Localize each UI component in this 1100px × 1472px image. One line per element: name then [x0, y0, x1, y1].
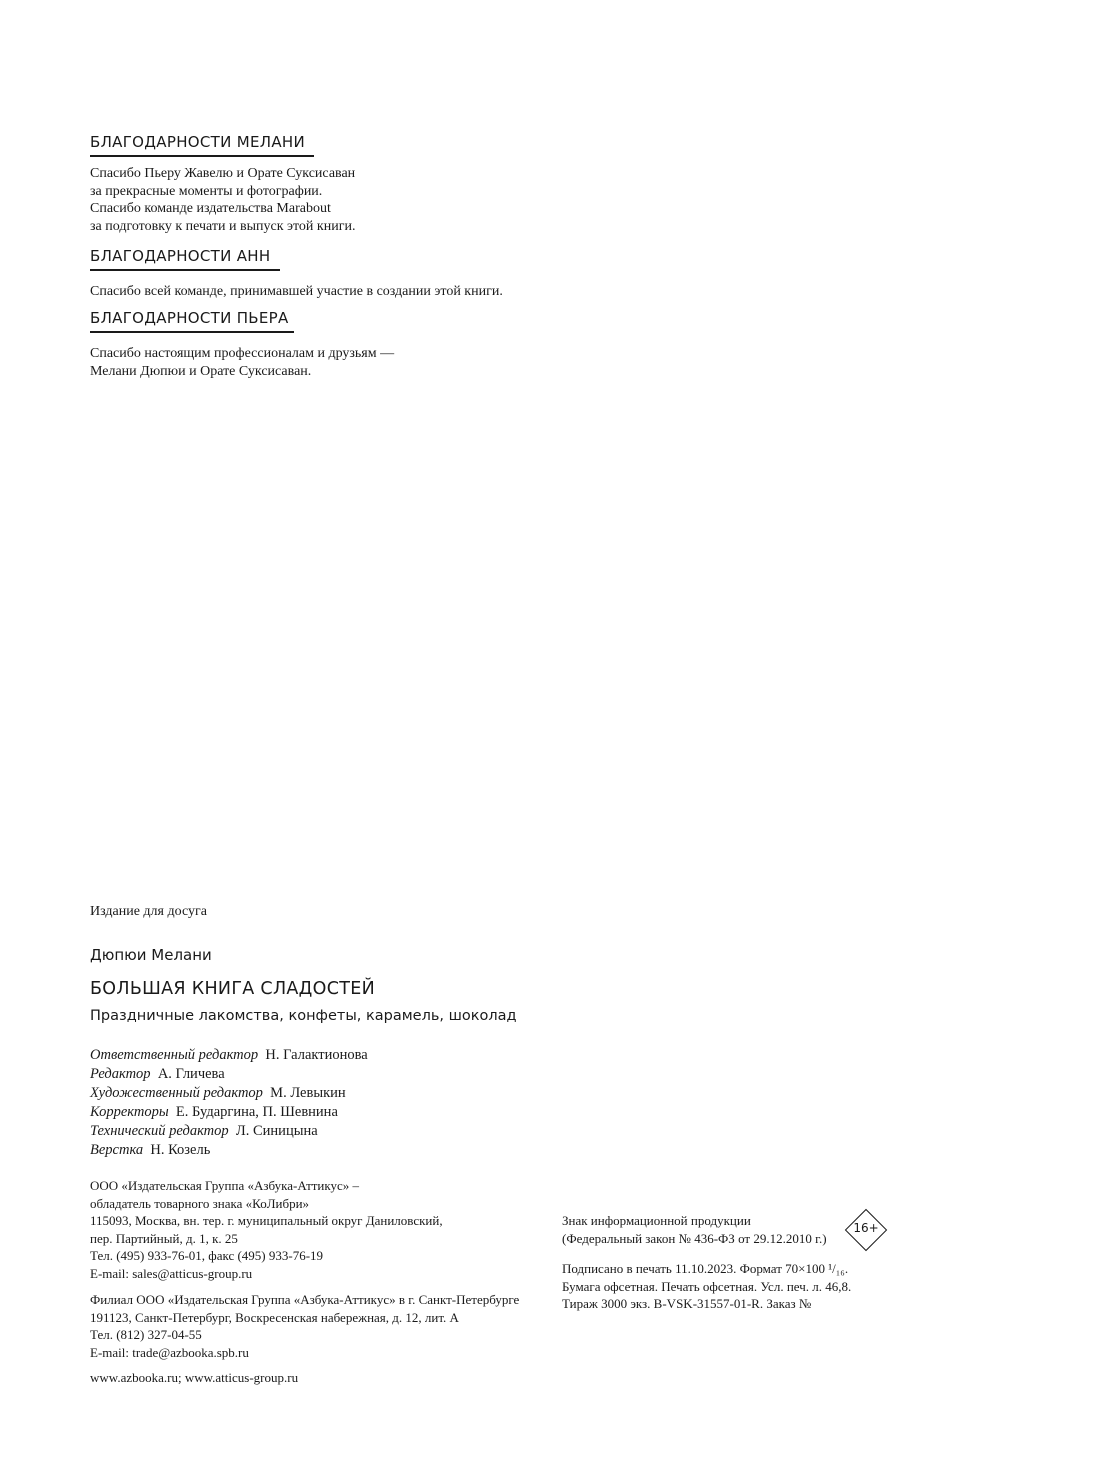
address-line: E-mail: trade@azbooka.spb.ru: [90, 1344, 249, 1360]
credit-name: Н. Галактионова: [265, 1047, 368, 1063]
credit-role: Художественный редактор: [90, 1085, 263, 1101]
address-line: Филиал ООО «Издательская Группа «Азбука-Аттикус» в г. Санкт-Петербурге: [90, 1292, 520, 1307]
credit-name: Е. Бударгина, П. Шевнина: [175, 1104, 338, 1120]
credit-row: [90, 1103, 368, 1122]
address-line: 191123, Санкт-Петербург, Воскресенская набережная, д. 12, лит. А: [90, 1309, 459, 1325]
print-info-line: Подписано в печать 11.10.2023. Формат 70×100 ¹/₁₆.: [562, 1261, 849, 1276]
edition-type: Издание для досуга: [90, 904, 207, 919]
thanks-ann-heading: БЛАГОДАРНОСТИ АНН: [90, 247, 280, 271]
credit-row: [90, 1141, 368, 1160]
text-line: за прекрасные моменты и фотографии.: [90, 183, 323, 199]
address-line: Тел. (495) 933-76-01, факс (495) 933-76-19: [90, 1248, 324, 1263]
credit-role: Технический редактор: [90, 1123, 229, 1139]
text-line: Спасибо настоящим профессионалам и друзьям —: [90, 346, 395, 361]
author-name: Дюпюи Мелани: [90, 946, 212, 964]
address-line: пер. Партийный, д. 1, к. 25: [90, 1230, 238, 1246]
book-title: БОЛЬШАЯ КНИГА СЛАДОСТЕЙ: [90, 979, 375, 999]
publisher-branch-address: [90, 1291, 519, 1361]
text-line: Спасибо всей команде, принимавшей участие в создании этой книги.: [90, 284, 503, 299]
info-mark-line: Знак информационной продукции: [562, 1213, 751, 1228]
credit-row: [90, 1065, 368, 1084]
credit-name: Н. Козель: [150, 1142, 211, 1158]
thanks-pierre-section: [90, 309, 394, 380]
thanks-pierre-text: [90, 345, 394, 380]
thanks-melanie-text: [90, 165, 355, 235]
credit-role: Ответственный редактор: [90, 1047, 259, 1063]
thanks-ann-text: [90, 283, 503, 301]
credits-list: [90, 1046, 368, 1160]
credit-role: Корректоры: [90, 1104, 169, 1120]
credit-name: А. Гличева: [157, 1066, 225, 1082]
publisher-main-address: [90, 1177, 443, 1282]
credit-name: М. Левыкин: [270, 1085, 346, 1101]
credit-row: [90, 1046, 368, 1065]
credit-name: Л. Синицына: [235, 1123, 318, 1139]
print-info-line: Бумага офсетная. Печать офсетная. Усл. печ. л. 46,8.: [562, 1278, 852, 1294]
text-line: Спасибо команде издательства Marabout: [90, 201, 331, 216]
age-rating-label: 16+: [853, 1221, 879, 1235]
publisher-websites: www.azbooka.ru; www.atticus-group.ru: [90, 1370, 299, 1385]
credit-row: [90, 1122, 368, 1141]
text-line: за подготовку к печати и выпуск этой книги.: [90, 218, 356, 234]
address-line: Тел. (812) 327-04-55: [90, 1327, 202, 1342]
info-mark-text: [562, 1212, 827, 1247]
thanks-pierre-heading: БЛАГОДАРНОСТИ ПЬЕРА: [90, 309, 294, 333]
address-line: обладатель товарного знака «КоЛибри»: [90, 1195, 310, 1211]
credit-role: Редактор: [90, 1066, 151, 1082]
address-line: E-mail: sales@atticus-group.ru: [90, 1265, 253, 1281]
text-line: Спасибо Пьеру Жавелю и Орате Суксисаван: [90, 166, 356, 181]
text-line: Мелани Дюпюи и Орате Суксисаван.: [90, 363, 312, 379]
address-line: 115093, Москва, вн. тер. г. муниципальный округ Даниловский,: [90, 1213, 443, 1228]
thanks-melanie-heading: БЛАГОДАРНОСТИ МЕЛАНИ: [90, 133, 314, 157]
thanks-ann-section: [90, 247, 503, 301]
credit-role: Верстка: [90, 1142, 144, 1158]
info-mark-line: (Федеральный закон № 436-ФЗ от 29.12.2010 г.): [562, 1230, 827, 1246]
credit-row: [90, 1084, 368, 1103]
print-info-line: Тираж 3000 экз. B-VSK-31557-01-R. Заказ №: [562, 1296, 812, 1311]
address-line: ООО «Издательская Группа «Азбука-Аттикус» –: [90, 1178, 360, 1193]
book-subtitle: Праздничные лакомства, конфеты, карамель, шоколад: [90, 1008, 517, 1024]
print-info: [562, 1260, 851, 1313]
thanks-melanie-section: [90, 133, 355, 235]
